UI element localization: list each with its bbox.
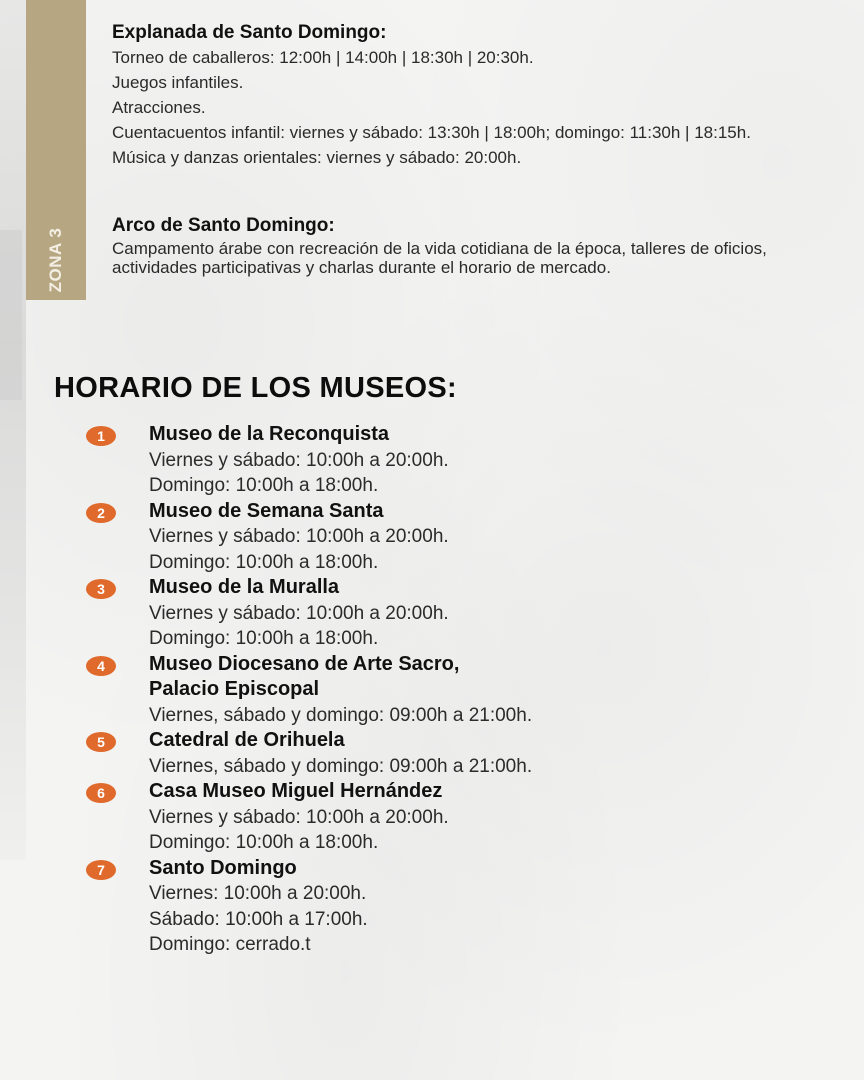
zone-content (112, 20, 832, 277)
number-badge-icon: 1 (86, 426, 116, 446)
museum-item (86, 779, 826, 856)
museum-hours: Viernes y sábado: 10:00h a 20:00h. (149, 602, 449, 624)
museum-item (86, 422, 826, 499)
museum-hours: Domingo: 10:00h a 18:00h. (149, 475, 379, 496)
museum-hours: Sábado: 10:00h a 17:00h. (149, 908, 368, 930)
museum-name: Museo de la Muralla (149, 576, 340, 598)
museum-name: Museo de Semana Santa (149, 499, 384, 522)
section-description: Campamento árabe con recreación de la vida cotidiana de la época, talleres de oficios, actividades participativas y charlas durante el horario de mercado. (112, 239, 767, 277)
museum-hours: Viernes: 10:00h a 20:00h. (149, 883, 367, 904)
activity-line: Cuentacuentos infantil: viernes y sábado: 13:30h | 18:00h; domingo: 11:30h | 18:15h. (112, 123, 751, 142)
number-badge-icon: 5 (86, 732, 116, 752)
museum-item (86, 652, 826, 729)
museum-item (86, 728, 826, 779)
museum-hours: Domingo: 10:00h a 18:00h. (149, 551, 379, 573)
museum-hours: Domingo: 10:00h a 18:00h. (149, 832, 379, 853)
section-title: Arco de Santo Domingo: (112, 215, 335, 236)
number-badge-icon: 7 (86, 860, 116, 880)
museum-hours: Viernes, sábado y domingo: 09:00h a 21:00h. (149, 755, 533, 777)
number-badge-icon: 6 (86, 783, 116, 803)
museum-name: Palacio Episcopal (149, 678, 320, 700)
museum-name: Museo Diocesano de Arte Sacro, (149, 652, 460, 675)
museum-list (86, 422, 826, 958)
museum-hours: Viernes y sábado: 10:00h a 20:00h. (149, 526, 449, 547)
explanada-section (112, 20, 832, 167)
museum-name: Casa Museo Miguel Hernández (149, 780, 443, 802)
museum-hours: Viernes y sábado: 10:00h a 20:00h. (149, 806, 449, 828)
arco-section (112, 213, 812, 277)
museum-hours: Viernes y sábado: 10:00h a 20:00h. (149, 449, 449, 471)
museum-name: Santo Domingo (149, 856, 297, 879)
museum-name: Catedral de Orihuela (149, 729, 345, 751)
museum-item (86, 499, 826, 576)
number-badge-icon: 4 (86, 656, 116, 676)
museum-hours: Domingo: cerrado.t (149, 934, 311, 955)
zone-label: ZONA 3 (46, 227, 65, 293)
activity-line: Música y danzas orientales: viernes y sábado: 20:00h. (112, 148, 522, 167)
museum-hours: Domingo: 10:00h a 18:00h. (149, 628, 379, 649)
decorative-left-image-strip (0, 0, 26, 860)
number-badge-icon: 2 (86, 503, 116, 523)
museum-item (86, 856, 826, 958)
activity-line: Atracciones. (112, 98, 206, 117)
decorative-left-shadow (0, 230, 22, 400)
section-title: Explanada de Santo Domingo: (112, 22, 387, 43)
museum-hours: Viernes, sábado y domingo: 09:00h a 21:00h. (149, 704, 533, 726)
museum-item (86, 575, 826, 652)
museum-name: Museo de la Reconquista (149, 423, 390, 445)
activity-line: Torneo de caballeros: 12:00h | 14:00h | 18:30h | 20:30h. (112, 48, 534, 67)
number-badge-icon: 3 (86, 579, 116, 599)
museums-heading: HORARIO DE LOS MUSEOS: (54, 372, 457, 404)
activity-line: Juegos infantiles. (112, 73, 244, 92)
